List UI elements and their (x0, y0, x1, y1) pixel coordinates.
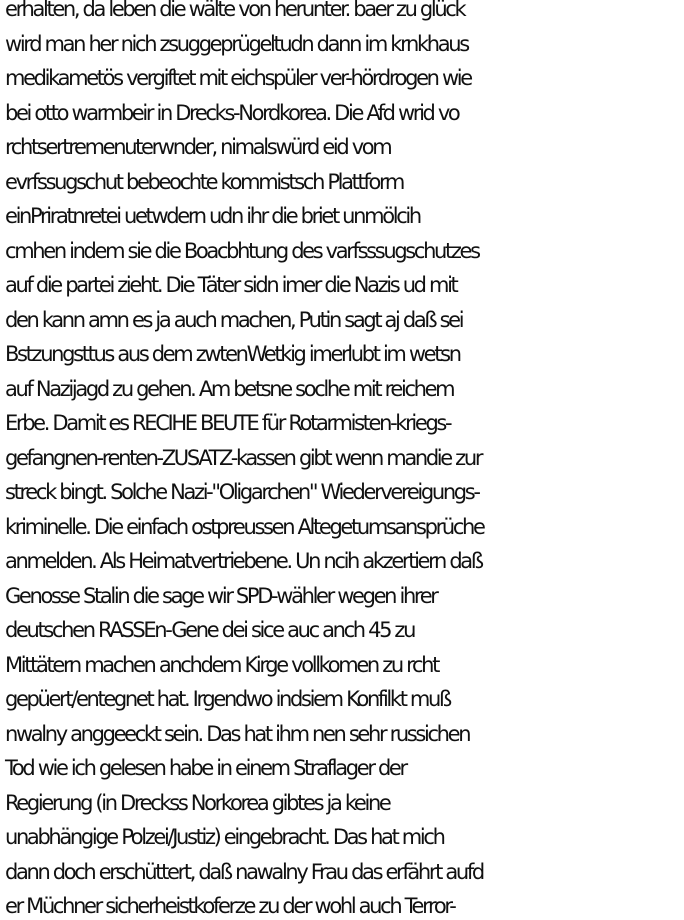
text-line: Bstzungsttus aus dem zwtenWetkig imerlubt im wetsn (5, 342, 460, 366)
text-line: einPriratnretei uetwdern udn ihr die briet unmölcih (5, 204, 420, 228)
text-line: dann doch erschüttert, daß nawalny Frau das erfährt aufd (5, 859, 483, 884)
text-line: cmhen indem sie die Boacbhtung des varfsssugschutzes (5, 238, 479, 263)
text-line: auf die partei zieht. Die Täter sidn imer die Nazis ud mit (5, 273, 457, 297)
text-line: medikametös vergiftet mit eichspüler ver-hördrogen wie (5, 66, 471, 90)
text-line: streck bingt. Solche Nazi-"Oligarchen" Wiedervereigungs- (5, 480, 479, 504)
text-line: deutschen RASSEn-Gene dei sice auc anch 45 zu (5, 618, 415, 642)
text-line: Tod wie ich gelesen habe in einem Straflager der (5, 756, 406, 780)
text-line: wird man her nich zsuggeprügeltudn dann im krnkhaus (5, 31, 468, 56)
text-line: nwalny anggeeckt sein. Das hat ihm nen sehr russichen (5, 721, 470, 746)
text-line: auf Nazijagd zu gehen. Am betsne soclhe mit reichem (5, 376, 454, 401)
text-line: evrfssugschut bebeochte kommistsch Plattform (5, 169, 403, 194)
text-line: Mittätern machen anchdem Kirge vollkomen zu rcht (5, 652, 439, 677)
body-text (5, 0, 684, 920)
text-line: anmelden. Als Heimatvertriebene. Un ncih akzertiern daß (5, 549, 482, 573)
text-line: Regierung (in Dreckss Norkorea gibtes ja keine (5, 790, 390, 815)
text-line: erhalten, da leben die wälte von herunter. baer zu glück (5, 0, 465, 21)
text-line: unabhängige Polzei/Justiz) eingebracht. Das hat mich (5, 825, 444, 849)
text-line: gefangnen-renten-ZUSATZ-kassen gibt wenn mandie zur (5, 445, 482, 470)
text-line: gepüert/entegnet hat. Irgendwo indsiem Konfilkt muß (5, 687, 450, 711)
text-line: bei otto warmbeir in Drecks-Nordkorea. Die Afd wrid vo (5, 100, 459, 125)
text-line: Erbe. Damit es RECIHE BEUTE für Rotarmisten-kriegs- (5, 411, 451, 435)
text-line: rchtsertremenuterwnder, nimalswürd eid vom (5, 135, 391, 159)
text-line: kriminelle. Die einfach ostpreussen Altegetumsansprüche (5, 514, 484, 539)
text-line: er Müchner sicherheistkoferze zu der wohl auch Terror- (5, 894, 455, 918)
text-line: den kann amn es ja auch machen, Putin sagt aj daß sei (5, 307, 463, 332)
text-line: Genosse Stalin die sage wir SPD-wähler wegen ihrer (5, 583, 437, 608)
